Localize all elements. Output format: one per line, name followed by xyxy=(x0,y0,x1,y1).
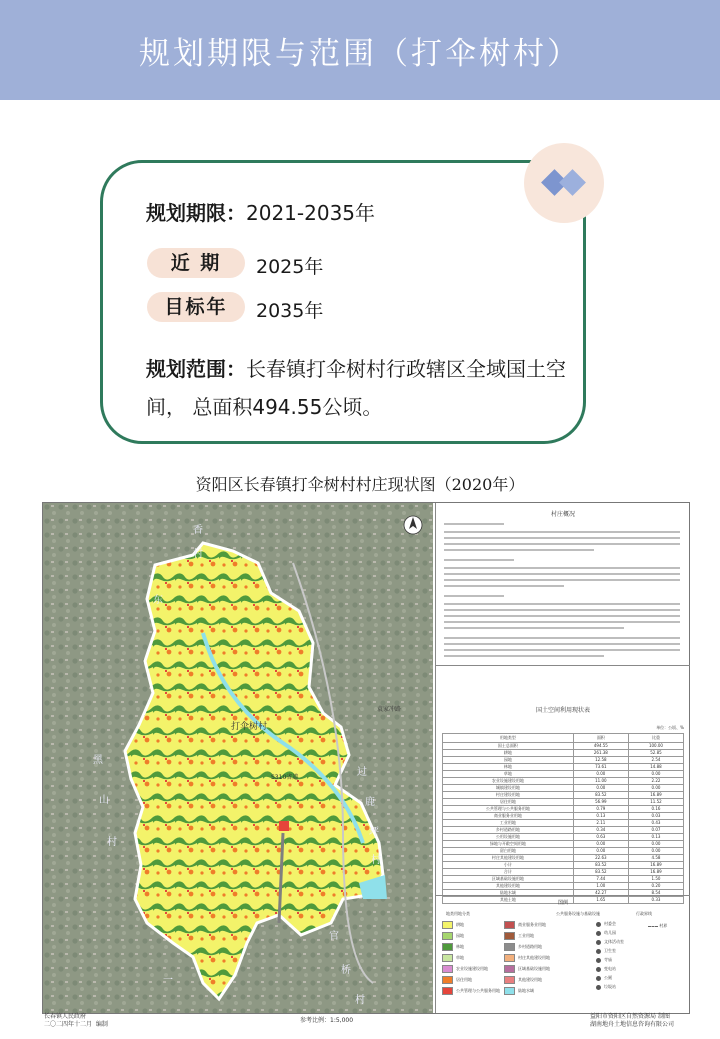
compiled-word: 编制 xyxy=(95,1021,108,1028)
table-cell: 494.55 xyxy=(573,743,628,749)
legend-swatch xyxy=(442,987,453,995)
table-cell: 国土总面积 xyxy=(497,743,518,748)
table-cell: 0.00 xyxy=(628,848,683,854)
table-cell: 商业服务业用地 xyxy=(493,813,522,818)
table-cell: 农业设施建设用地 xyxy=(491,778,524,783)
legend-group: 行政界线 xyxy=(636,911,652,916)
table-cell: 0.20 xyxy=(628,883,683,889)
table-cell: 留白用地 xyxy=(499,848,516,853)
neighbor-label: 桥 xyxy=(341,965,351,976)
table-row xyxy=(442,820,684,827)
facility-label: 文体活动室 xyxy=(604,939,624,944)
table-cell: 22.63 xyxy=(573,855,628,861)
table-header-cell: 比重 xyxy=(628,734,683,742)
table-cell: 0.13 xyxy=(628,834,683,840)
table-cell: 0.07 xyxy=(628,827,683,833)
legend-facility xyxy=(596,930,616,936)
facility-icon xyxy=(596,958,601,963)
planning-period-label: 规划期限： xyxy=(146,201,246,225)
legend-item xyxy=(504,932,534,940)
table-cell: 区域基础设施用地 xyxy=(491,876,524,881)
panel-title: 村庄概况 xyxy=(550,511,575,518)
table-cell: 草地 xyxy=(503,771,512,776)
neighbor-label: 香 xyxy=(193,525,203,536)
legend-item xyxy=(442,943,464,951)
village-committee-marker xyxy=(279,821,289,831)
table-cell: 0.33 xyxy=(628,897,683,903)
neighbor-label: 村 xyxy=(355,995,365,1006)
facility-icon xyxy=(596,922,601,927)
table-cell: 0.13 xyxy=(573,813,628,819)
legend-facilities xyxy=(596,921,636,1001)
legend-facility xyxy=(596,975,612,981)
table-cell: 14.88 xyxy=(628,764,683,770)
map-scale: 参考比例：1:5,000 xyxy=(300,1017,354,1024)
table-cell: 11.52 xyxy=(628,799,683,805)
table-cell: 村庄建设用地 xyxy=(495,792,520,797)
divider xyxy=(436,665,690,666)
table-row xyxy=(442,764,684,771)
table-cell: 261.38 xyxy=(573,750,628,756)
legend-item xyxy=(442,921,464,929)
table-cell: 11.00 xyxy=(573,778,628,784)
table-cell: 12.58 xyxy=(573,757,628,763)
neighbor-label: 村 xyxy=(371,855,381,866)
legend-label: 耕地 xyxy=(456,922,464,927)
planning-scope-text: 长春镇打伞树村行政辖区全域国土空间， 总面积494.55公顷。 xyxy=(146,357,566,419)
legend-item xyxy=(442,987,500,995)
table-row xyxy=(442,799,684,806)
facility-icon xyxy=(596,940,601,945)
facility-icon xyxy=(596,976,601,981)
road-label: 袁家冲路 xyxy=(377,706,402,713)
planning-scope-label: 规划范围： xyxy=(146,357,246,381)
legend-label: 农业设施建设用地 xyxy=(456,966,488,971)
table-cell: 0.43 xyxy=(628,820,683,826)
table-cell: 0.00 xyxy=(628,771,683,777)
compiler-right-2: 湖南地舟土地信息咨询有限公司 xyxy=(590,1021,675,1028)
neighbor-label: 村 xyxy=(107,837,117,848)
table-row xyxy=(442,862,684,869)
table-cell: 工业用地 xyxy=(499,820,516,825)
table-cell: 42.27 xyxy=(573,890,628,896)
village-status-map xyxy=(43,503,433,1013)
table-cell: 园地 xyxy=(503,757,512,762)
facility-icon xyxy=(596,931,601,936)
table-cell: 陆地水域 xyxy=(499,890,516,895)
table-cell: 83.52 xyxy=(573,862,628,868)
neighbor-label: 黑 xyxy=(93,755,103,766)
facility-label: 卫生室 xyxy=(604,948,616,953)
legend-facility xyxy=(596,939,624,945)
table-cell: 100.00 xyxy=(628,743,683,749)
legend-swatch xyxy=(442,932,453,940)
land-use-table xyxy=(442,733,684,904)
table-row xyxy=(442,855,684,862)
table-cell: 4.58 xyxy=(628,855,683,861)
legend-item xyxy=(504,943,542,951)
legend-group: 地类用地分类 xyxy=(446,911,470,916)
facility-icon xyxy=(596,967,601,972)
table-cell: 16.89 xyxy=(628,862,683,868)
table-row xyxy=(442,813,684,820)
legend-item xyxy=(442,932,464,940)
table-cell: 耕地 xyxy=(503,750,512,755)
legend-swatch xyxy=(504,965,515,973)
boundary-line-icon xyxy=(648,926,658,927)
table-cell: 2.11 xyxy=(573,820,628,826)
legend-swatch xyxy=(504,921,515,929)
legend-swatch xyxy=(442,954,453,962)
facility-label: 村委会 xyxy=(604,921,616,926)
table-cell: 56.99 xyxy=(573,799,628,805)
neighbor-label: 鹿 xyxy=(365,797,375,808)
table-cell: 0.16 xyxy=(628,806,683,812)
legend-facility xyxy=(596,966,616,972)
legend-items xyxy=(442,921,592,1001)
table-cell: 52.85 xyxy=(628,750,683,756)
legend-label: 工业用地 xyxy=(518,933,534,938)
table-header-cell: 面积 xyxy=(573,734,628,742)
facility-label: 变电站 xyxy=(604,966,616,971)
legend-label: 公共管理与公共服务用地 xyxy=(456,988,500,993)
page-title: 规划期限与范围（打伞树村） xyxy=(139,36,581,72)
legend-label: 村庄其他建设用地 xyxy=(518,955,550,960)
table-cell: 16.89 xyxy=(628,792,683,798)
road-label: S310省道 xyxy=(271,774,299,781)
table-row xyxy=(442,827,684,834)
table-cell: 83.52 xyxy=(573,869,628,875)
facility-icon xyxy=(596,985,601,990)
table-row xyxy=(442,876,684,883)
facility-label: 幼儿园 xyxy=(604,930,616,935)
table-cell: 0.00 xyxy=(573,785,628,791)
table-cell: 0.34 xyxy=(573,827,628,833)
table-header-row xyxy=(442,733,684,743)
legend-boundary-label: 村界 xyxy=(659,923,668,928)
compiler-name: 长春镇人民政府 xyxy=(44,1013,87,1020)
table-cell: 0.03 xyxy=(628,813,683,819)
legend-item xyxy=(504,954,550,962)
legend-item xyxy=(442,965,488,973)
table-cell: 0.63 xyxy=(573,834,628,840)
neighbor-label: 山 xyxy=(99,795,109,806)
table-cell: 公共管理与公共服务用地 xyxy=(485,806,530,811)
table-cell: 1.65 xyxy=(573,897,628,903)
legend-swatch xyxy=(442,943,453,951)
table-cell: 0.00 xyxy=(628,841,683,847)
diamond-shape xyxy=(559,169,586,196)
legend-label: 林地 xyxy=(456,944,464,949)
table-header-cell: 用地类型 xyxy=(499,735,516,740)
legend-label: 园地 xyxy=(456,933,464,938)
footer-compiler-right xyxy=(590,1013,674,1029)
table-row xyxy=(442,785,684,792)
map-figure xyxy=(42,502,690,1014)
legend-facility xyxy=(596,957,612,963)
legend-facility xyxy=(596,921,616,927)
table-cell: 小计 xyxy=(503,862,512,867)
table-row xyxy=(442,743,684,750)
table-unit: 单位：公顷、% xyxy=(656,725,684,730)
neighbor-label: 一 xyxy=(163,975,173,986)
legend-facility xyxy=(596,984,616,990)
target-year-value: 2035年 xyxy=(256,300,324,322)
map-drawing xyxy=(43,503,433,1013)
legend-group: 公共服务设施与基础设施 xyxy=(556,911,600,916)
facility-label: 公厕 xyxy=(604,975,612,980)
legend-swatch xyxy=(504,987,515,995)
table-row xyxy=(442,771,684,778)
village-label: 打伞树村 xyxy=(231,722,268,732)
table-cell: 73.61 xyxy=(573,764,628,770)
legend-boundary xyxy=(648,923,667,929)
legend-swatch xyxy=(442,921,453,929)
target-year-pill: 目标年 xyxy=(147,292,245,322)
decorative-diamond-icon xyxy=(524,143,604,223)
table-cell: 16.89 xyxy=(628,869,683,875)
legend-item xyxy=(504,965,550,973)
footer-compiler-left xyxy=(44,1013,108,1029)
legend-title: 图例 xyxy=(557,900,568,906)
table-cell: 1.00 xyxy=(573,883,628,889)
legend-item xyxy=(504,976,542,984)
planning-period-row xyxy=(146,197,375,226)
table-row xyxy=(442,848,684,855)
legend-item xyxy=(504,921,546,929)
legend-label: 区域基础设施用地 xyxy=(518,966,550,971)
legend-label: 商业服务业用地 xyxy=(518,922,546,927)
compiler-right-1: 益阳市资阳区自然资源局 xyxy=(590,1013,657,1020)
north-arrow-icon xyxy=(404,516,422,534)
table-cell: 0.00 xyxy=(628,785,683,791)
table-cell: 83.52 xyxy=(573,792,628,798)
header-banner xyxy=(0,0,720,100)
neighbor-label: 东 xyxy=(153,595,163,606)
planning-period-value: 2021-2035年 xyxy=(246,201,376,225)
legend-swatch xyxy=(504,943,515,951)
table-row xyxy=(442,869,684,876)
table-row xyxy=(442,757,684,764)
neighbor-label: 过 xyxy=(357,767,367,778)
table-cell: 1.50 xyxy=(628,876,683,882)
planning-scope xyxy=(146,350,566,426)
table-row xyxy=(442,778,684,785)
legend-swatch xyxy=(504,976,515,984)
facility-icon xyxy=(596,949,601,954)
table-cell: 林地 xyxy=(503,764,512,769)
table-row xyxy=(442,806,684,813)
legend-label: 居住用地 xyxy=(456,977,472,982)
legend-swatch xyxy=(442,965,453,973)
table-cell: 0.00 xyxy=(573,771,628,777)
neighbor-label: 村 xyxy=(193,549,203,560)
near-term-pill: 近 期 xyxy=(147,248,245,278)
divider xyxy=(436,895,690,896)
table-cell: 城镇建设用地 xyxy=(495,785,520,790)
table-cell: 其他建设用地 xyxy=(495,883,520,888)
table-cell: 居住用地 xyxy=(499,799,516,804)
legend-facility xyxy=(596,948,616,954)
table-cell: 0.00 xyxy=(573,841,628,847)
legend-label: 其他建设用地 xyxy=(518,977,542,982)
legend-label: 乡村道路用地 xyxy=(518,944,542,949)
table-cell: 0.00 xyxy=(573,848,628,854)
table-row xyxy=(442,841,684,848)
legend-swatch xyxy=(504,932,515,940)
legend-item xyxy=(442,976,472,984)
legend-item xyxy=(442,954,464,962)
village-overview-text xyxy=(444,519,682,669)
legend-swatch xyxy=(504,954,515,962)
neighbor-label: 坪 xyxy=(369,827,379,838)
table-row xyxy=(442,834,684,841)
map-title: 资阳区长春镇打伞树村村庄现状图（2020年） xyxy=(195,475,525,494)
table-cell: 2.54 xyxy=(628,757,683,763)
legend-item xyxy=(504,987,534,995)
table-cell: 2.22 xyxy=(628,778,683,784)
facility-label: 垃圾站 xyxy=(604,984,616,989)
table-cell: 绿地与开敞空间用地 xyxy=(489,841,526,846)
table-row xyxy=(442,883,684,890)
table-cell: 7.44 xyxy=(573,876,628,882)
table-cell: 乡村道路用地 xyxy=(495,827,520,832)
table-cell: 8.54 xyxy=(628,890,683,896)
table-row xyxy=(442,792,684,799)
neighbor-label: 官 xyxy=(329,931,339,942)
map-side-panel xyxy=(435,503,690,1013)
legend-label: 草地 xyxy=(456,955,464,960)
table-body xyxy=(442,743,684,904)
table-cell: 公用设施用地 xyxy=(495,834,520,839)
table-cell: 合计 xyxy=(503,869,512,874)
compile-date: 二〇二四年十二月 xyxy=(44,1021,93,1028)
legend-label: 陆地水域 xyxy=(518,988,534,993)
compiled-word-right: 制图 xyxy=(657,1013,670,1020)
table-title: 国土空间利用现状表 xyxy=(535,707,590,714)
table-cell: 村庄其他建设用地 xyxy=(491,855,524,860)
table-cell: 0.79 xyxy=(573,806,628,812)
table-row xyxy=(442,750,684,757)
near-term-value: 2025年 xyxy=(256,256,324,278)
legend-swatch xyxy=(442,976,453,984)
overview-text-lines xyxy=(444,519,682,669)
table-cell: 其他土地 xyxy=(499,897,516,902)
facility-label: 寺庙 xyxy=(604,957,612,962)
